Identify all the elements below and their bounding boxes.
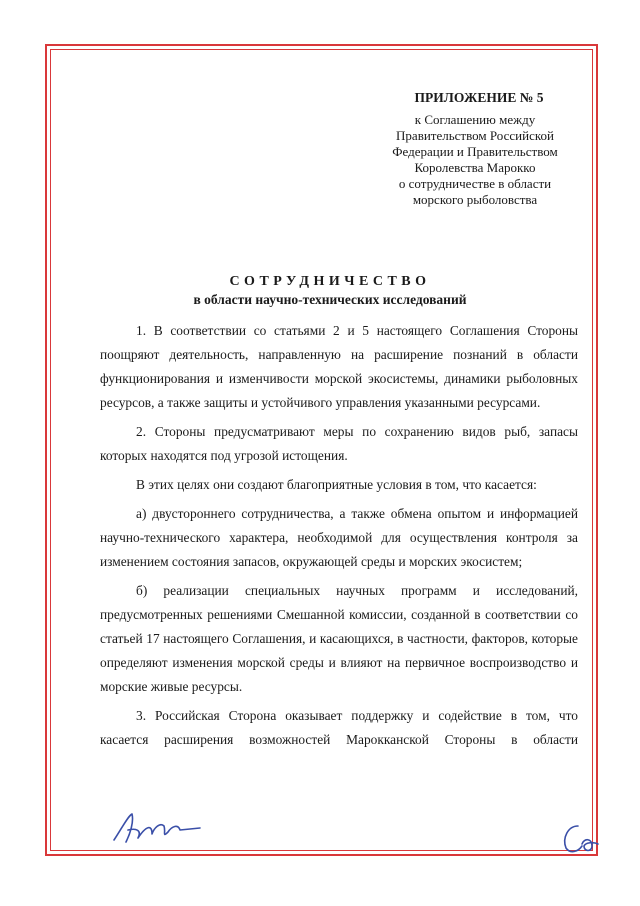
appendix-title: ПРИЛОЖЕНИЕ № 5 bbox=[414, 90, 544, 105]
appendix-line: Правительством Российской bbox=[396, 128, 554, 143]
appendix-line: Королевства Марокко bbox=[414, 160, 536, 175]
heading-title: СОТРУДНИЧЕСТВО bbox=[229, 274, 431, 289]
document-body bbox=[100, 319, 578, 757]
paragraph-1: 1. В соответствии со статьями 2 и 5 настоящего Соглашения Стороны поощряют деятельность, направленную на расширение познаний в области функционирования и изменчивости морской экосистемы, динамики рыболовных ресурсов, а также защиты и устойчивого управления указанными ресурсами. bbox=[100, 323, 578, 410]
appendix-line: Федерации и Правительством bbox=[392, 144, 558, 159]
paragraph-conditions-intro: В этих целях они создают благоприятные условия в том, что касается: bbox=[136, 477, 537, 492]
heading-subtitle: в области научно-технических исследований bbox=[193, 292, 467, 307]
appendix-line: о сотрудничестве в области bbox=[398, 176, 552, 191]
paragraph-item-b: б) реализации специальных научных программ и исследований, предусмотренных решениями Смешанной комиссии, созданной в соответствии со статьей 17 настоящего Соглашения, и касающихся, в частности, факторов, которые определяют изменения морской среды и влияют на первичное воспроизводство и морские живые ресурсы. bbox=[100, 583, 578, 694]
paragraph-3: 3. Российская Сторона оказывает поддержку и содействие в том, что касается расширения возможностей Марокканской Стороны в области bbox=[100, 708, 578, 747]
signature-left-icon bbox=[108, 808, 218, 848]
paragraph-2: 2. Стороны предусматривают меры по сохранению видов рыб, запасы которых находятся под угрозой истощения. bbox=[100, 424, 578, 463]
appendix-line: к Соглашению между bbox=[414, 112, 536, 127]
appendix-line: морского рыболовства bbox=[412, 192, 538, 207]
signature-right-icon bbox=[560, 818, 600, 858]
document-heading bbox=[100, 273, 560, 308]
appendix-block bbox=[355, 88, 595, 208]
paragraph-item-a: а) двустороннего сотрудничества, а также обмена опытом и информацией научно-технического характера, необходимой для осуществления контроля за изменением состояния запасов, окружающей среды и морских экосистем; bbox=[100, 506, 578, 569]
